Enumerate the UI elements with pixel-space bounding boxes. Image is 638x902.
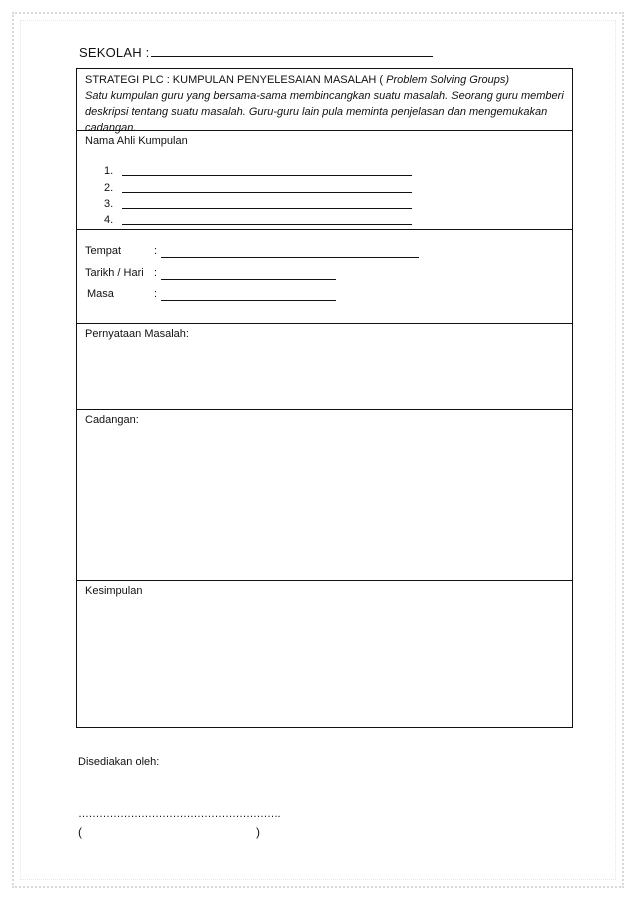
name-close-paren: )	[256, 825, 260, 839]
signature-line[interactable]: ………………………………………………….	[78, 808, 281, 820]
member-line[interactable]	[122, 179, 412, 193]
strategy-title: STRATEGI PLC : KUMPULAN PENYELESAIAN MASALAH ( Problem Solving Groups)	[85, 74, 510, 86]
member-number: 1.	[104, 165, 114, 177]
date-label: Tarikh / Hari	[85, 267, 144, 279]
members-section	[77, 131, 572, 230]
member-number: 3.	[104, 198, 114, 210]
prepared-by-label: Disediakan oleh:	[78, 756, 160, 768]
problem-section[interactable]	[77, 324, 572, 410]
member-line[interactable]	[122, 162, 412, 176]
place-line[interactable]	[161, 245, 419, 258]
date-line[interactable]	[161, 267, 336, 280]
suggestion-section[interactable]	[77, 410, 572, 581]
name-open-paren: (	[78, 825, 82, 839]
strategy-section	[77, 69, 572, 134]
place-colon: :	[154, 245, 158, 257]
form-box	[76, 68, 573, 728]
school-field	[79, 44, 433, 60]
school-line[interactable]	[151, 44, 433, 57]
member-number: 2.	[104, 182, 114, 194]
strategy-description: Satu kumpulan guru yang bersama-sama membincangkan suatu masalah. Seorang guru memberi deskripsi tentang suatu masalah. Guru-guru lain pula meminta penjelasan dan mengemukakan cadangan.	[85, 90, 564, 134]
time-label: Masa	[87, 288, 114, 300]
conclusion-section[interactable]	[77, 581, 572, 727]
members-label: Nama Ahli Kumpulan	[85, 135, 188, 147]
member-line[interactable]	[122, 211, 412, 225]
conclusion-label: Kesimpulan	[85, 585, 143, 597]
member-line[interactable]	[122, 195, 412, 209]
place-label: Tempat	[85, 245, 122, 257]
time-line[interactable]	[161, 288, 336, 301]
date-colon: :	[154, 267, 158, 279]
suggestion-label: Cadangan:	[85, 414, 139, 426]
member-number: 4.	[104, 214, 114, 226]
time-colon: :	[154, 288, 158, 300]
problem-label: Pernyataan Masalah:	[85, 328, 189, 340]
details-section	[77, 230, 572, 324]
school-label: SEKOLAH :	[79, 45, 150, 60]
